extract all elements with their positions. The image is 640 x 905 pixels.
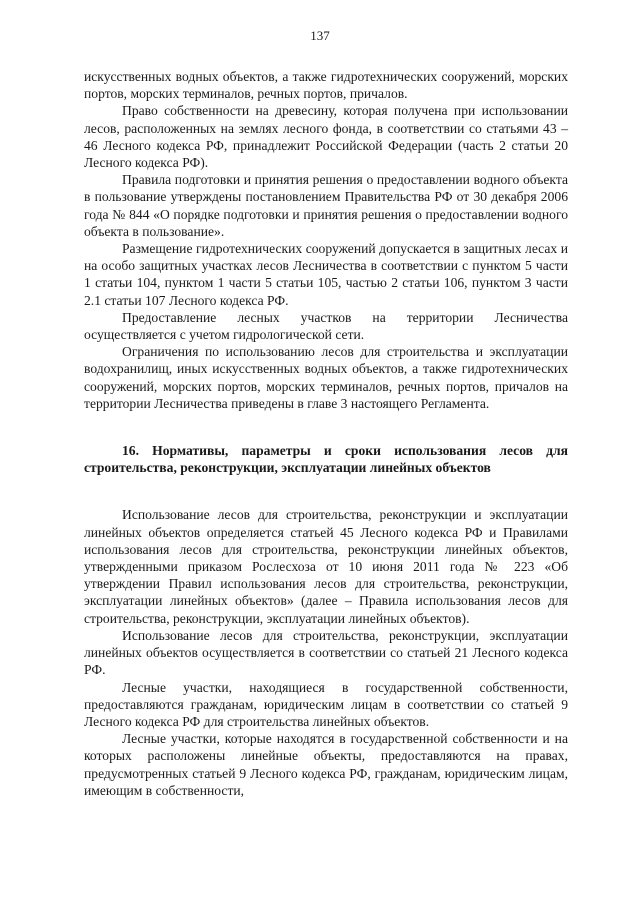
paragraph: Размещение гидротехнических сооружений допускается в защитных лесах и на особо защитных участках лесов Лесничества в соответствии с пунктом 5 части 1 статьи 104, пунктом 1 части 5 статьи 105, частью 2 статьи 106, пунктом 3 части 2.1 статьи 107 Лесного кодекса РФ.: [84, 241, 568, 308]
paragraph: Предоставление лесных участков на территории Лесничества осуществляется с учетом гидрологической сети.: [84, 309, 568, 343]
paragraph: Право собственности на древесину, которая получена при использовании лесов, расположенных на землях лесного фонда, в соответствии со статьями 43 – 46 Лесного кодекса РФ, принадлежит Российской Федерации (часть 2 статьи 20 Лесного кодекса РФ).: [84, 103, 568, 171]
paragraph: Использование лесов для строительства, реконструкции и эксплуатации линейных объектов определяется статьей 45 Лесного кодекса РФ и Правилами использования лесов для строительства, реконструкции линейных объектов, утвержденными приказом Рослесхоза от 10 июня 2011 года № 223 «Об утверждении Правил использования лесов для строительства, реконструкции, эксплуатации линейных объектов» (далее – Правила использования лесов для строительства, реконструкции, эксплуатации линейных объектов).: [84, 507, 568, 626]
paragraph: Правила подготовки и принятия решения о предоставлении водного объекта в пользование утверждены постановлением Правительства РФ от 30 декабря 2006 года № 844 «О порядке подготовки и принятия решения о предоставлении водного объекта в пользование».: [84, 172, 568, 239]
paragraph: Лесные участки, находящиеся в государственной собственности, предоставляются гражданам, юридическим лицам в соответствии со статьей 9 Лесного кодекса РФ для строительства линейных объектов.: [84, 679, 568, 729]
paragraph: Лесные участки, которые находятся в государственной собственности и на которых расположены линейные объекты, предоставляются на правах, предусмотренных статьей 9 Лесного кодекса РФ, гражданам, юридическим лицам, имеющим в собственности,: [84, 731, 568, 798]
paragraph: Использование лесов для строительства, реконструкции, эксплуатации линейных объектов осуществляется в соответствии со статьей 21 Лесного кодекса РФ.: [84, 627, 568, 678]
document-body: [84, 68, 568, 799]
paragraph: Ограничения по использованию лесов для строительства и эксплуатации водохранилищ, иных искусственных водных объектов, а также гидротехнических сооружений, морских портов, морских терминалов, речных портов, причалов на территории Лесничества приведены в главе 3 настоящего Регламента.: [84, 344, 568, 411]
paragraph: искусственных водных объектов, а также гидротехнических сооружений, морских портов, морских терминалов, речных портов, причалов.: [84, 69, 568, 102]
section-heading: 16. Нормативы, параметры и сроки использования лесов для строительства, реконструкции, эксплуатации линейных объектов: [84, 443, 568, 476]
page-number: 137: [310, 28, 330, 43]
